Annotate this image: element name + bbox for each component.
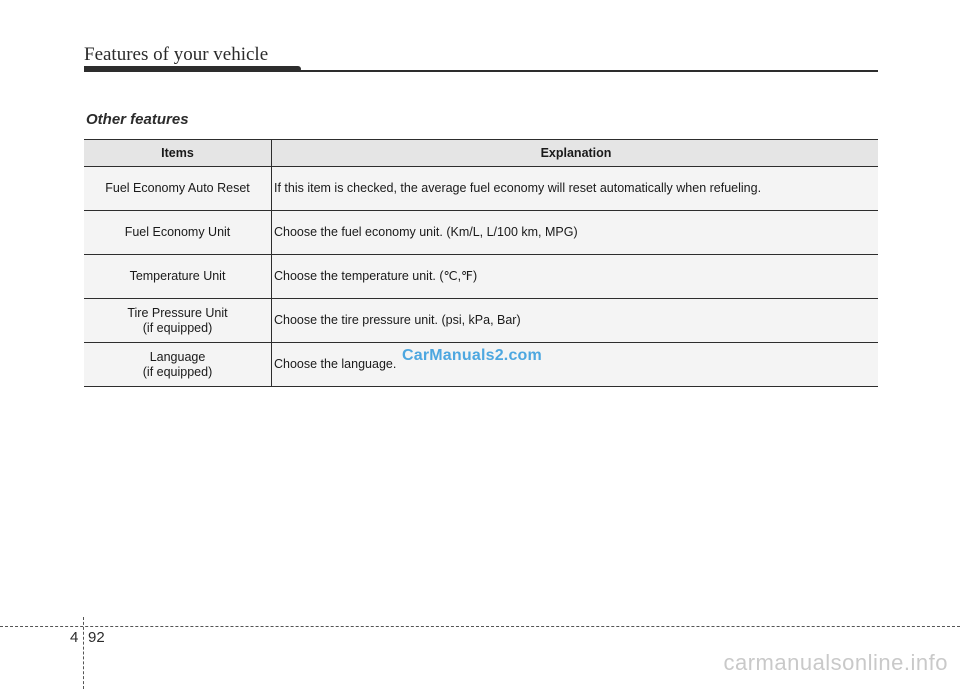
row-item-label: Tire Pressure Unit	[127, 305, 228, 320]
footer-site-watermark: carmanualsonline.info	[723, 650, 948, 675]
row-item-note: (if equipped)	[142, 364, 213, 379]
page-number: 92	[88, 629, 105, 646]
table-row	[84, 255, 878, 299]
row-explanation: If this item is checked, the average fuel economy will reset automatically when refueling.	[272, 167, 879, 211]
row-item-cell	[84, 299, 272, 343]
row-explanation: Choose the tire pressure unit. (psi, kPa, Bar)	[272, 299, 879, 343]
watermark: CarManuals2.com	[402, 347, 542, 364]
row-explanation: Choose the language.	[272, 343, 879, 387]
page-chapter: 4	[70, 629, 79, 646]
table-header-row	[84, 140, 878, 167]
row-item-label: Temperature Unit	[129, 269, 226, 283]
footer-rule	[0, 626, 960, 627]
row-item-cell	[84, 343, 272, 387]
table-row	[84, 211, 878, 255]
row-item-cell	[84, 211, 272, 255]
row-item-label: Fuel Economy Unit	[124, 225, 231, 239]
row-item-cell	[84, 255, 272, 299]
header-title: Features of your vehicle	[84, 44, 269, 65]
row-item-label: Language	[149, 349, 206, 364]
row-item-label: Fuel Economy Auto Reset	[105, 181, 250, 195]
section-title: Other features	[86, 111, 189, 128]
footer-divider	[83, 617, 84, 689]
table-row	[84, 167, 878, 211]
row-item-note: (if equipped)	[142, 320, 213, 335]
header-items: Items	[84, 140, 272, 167]
header-rule	[84, 70, 878, 72]
header-explanation: Explanation	[272, 140, 879, 167]
row-item-cell	[84, 167, 272, 211]
row-explanation: Choose the fuel economy unit. (Km/L, L/100 km, MPG)	[272, 211, 879, 255]
table-row	[84, 299, 878, 343]
row-explanation: Choose the temperature unit. (℃,℉)	[272, 255, 879, 299]
